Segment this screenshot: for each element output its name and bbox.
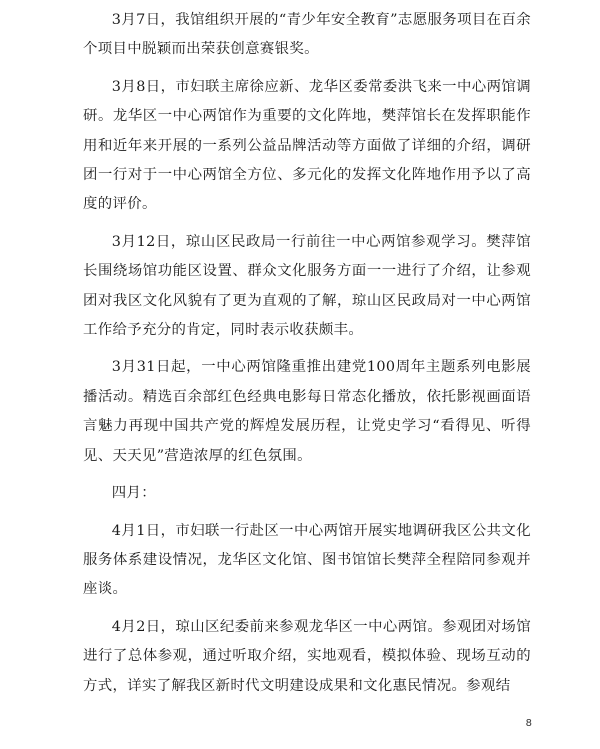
document-page (83, 6, 531, 701)
paragraph-mar7: 3月7日，我馆组织开展的“青少年安全教育”志愿服务项目在百余个项目中脱颖而出荣获创意赛银奖。 (83, 12, 531, 58)
paragraph-mar12: 3月12日，琼山区民政局一行前往一中心两馆参观学习。樊萍馆长围绕场馆功能区设置、群众文化服务方面一一进行了介绍，让参观团对我区文化风貌有了更为直观的了解，琼山区民政局对一中心两馆工作给予充分的肯定，同时表示收获颇丰。 (83, 233, 531, 339)
section-heading-april: 四月： (111, 485, 157, 502)
paragraph-apr1: 4月1日，市妇联一行赴区一中心两馆开展实地调研我区公共文化服务体系建设情况，龙华区文化馆、图书馆馆长樊萍全程陪同参观并座谈。 (83, 522, 531, 598)
paragraph-apr2: 4月2日，琼山区纪委前来参观龙华区一中心两馆。参观团对场馆进行了总体参观，通过听取介绍，实地观看，模拟体验、现场互动的方式，详实了解我区新时代文明建设成果和文化惠民情况。参观结 (83, 618, 531, 694)
page-number: 8 (525, 718, 532, 729)
paragraph-mar31: 3月31日起，一中心两馆隆重推出建党100周年主题系列电影展播活动。精选百余部红色经典电影每日常态化播放，依托影视画面语言魅力再现中国共产党的辉煌发展历程，让党史学习“看得见、听得见、天天见”营造浓厚的红色氛围。 (83, 359, 531, 464)
paragraph-mar8: 3月8日，市妇联主席徐应新、龙华区委常委洪飞来一中心两馆调研。龙华区一中心两馆作为重要的文化阵地，樊萍馆长在发挥职能作用和近年来开展的一系列公益品牌活动等方面做了详细的介绍，调研团一行对于一中心两馆全方位、多元化的发挥文化阵地作用予以了高度的评价。 (83, 78, 531, 213)
